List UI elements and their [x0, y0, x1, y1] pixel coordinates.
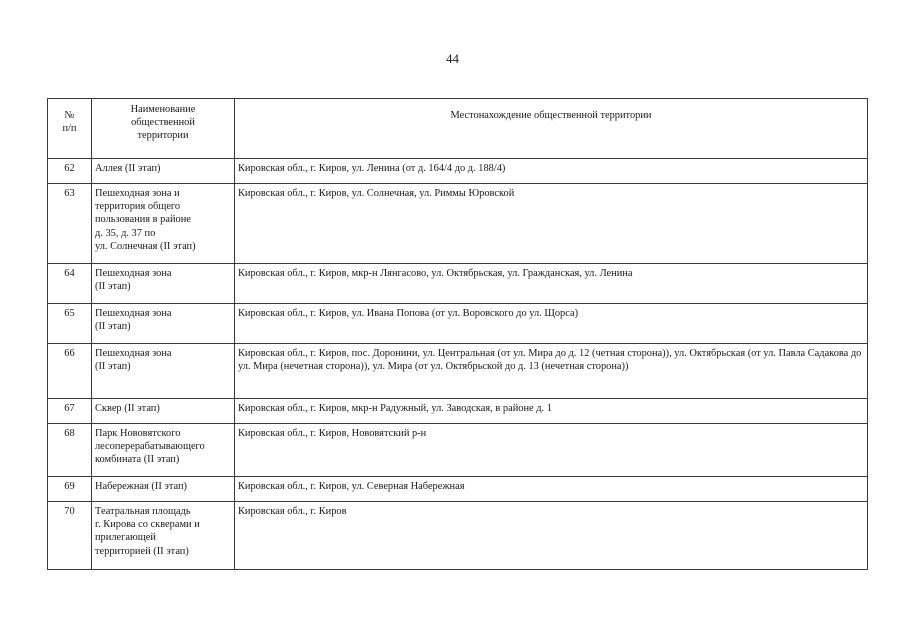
row-name: Аллея (II этап): [92, 159, 235, 184]
header-number: № п/п: [48, 99, 92, 159]
row-number: 64: [48, 264, 92, 304]
row-number: 67: [48, 399, 92, 424]
row-name: Пешеходная зона (II этап): [92, 344, 235, 399]
row-location: Кировская обл., г. Киров, ул. Северная Набережная: [235, 477, 868, 502]
row-name: Театральная площадь г. Кирова со скверами и прилегающей территорией (II этап): [92, 502, 235, 570]
row-number: 65: [48, 304, 92, 344]
row-location: Кировская обл., г. Киров, пос. Доронини, ул. Центральная (от ул. Мира до д. 12 (четная сторона)), ул. Октябрьская (от ул. Павла Садакова до ул. Мира (нечетная сторона)), ул. Мира (от ул. Октябрьской до д. 13 (нечетная сторона)): [235, 344, 868, 399]
header-name: Наименование общественной территории: [92, 99, 235, 159]
row-number: 69: [48, 477, 92, 502]
table-row: [48, 159, 868, 184]
row-number: 63: [48, 184, 92, 264]
header-location: Местонахождение общественной территории: [235, 99, 868, 159]
table-row: [48, 344, 868, 399]
row-location: Кировская обл., г. Киров, ул. Ивана Попова (от ул. Воровского до ул. Щорса): [235, 304, 868, 344]
row-location: Кировская обл., г. Киров, ул. Солнечная, ул. Риммы Юровской: [235, 184, 868, 264]
row-number: 68: [48, 424, 92, 477]
row-name: Парк Нововятского лесоперерабатывающего комбината (II этап): [92, 424, 235, 477]
row-name: Пешеходная зона (II этап): [92, 264, 235, 304]
row-name: Пешеходная зона (II этап): [92, 304, 235, 344]
table-row: [48, 424, 868, 477]
row-location: Кировская обл., г. Киров, Нововятский р-н: [235, 424, 868, 477]
table-row: [48, 477, 868, 502]
table-row: [48, 399, 868, 424]
row-location: Кировская обл., г. Киров, мкр-н Радужный, ул. Заводская, в районе д. 1: [235, 399, 868, 424]
row-location: Кировская обл., г. Киров, ул. Ленина (от д. 164/4 до д. 188/4): [235, 159, 868, 184]
public-territories-table: [47, 98, 868, 570]
row-number: 66: [48, 344, 92, 399]
row-name: Пешеходная зона и территория общего пользования в районе д. 35, д. 37 по ул. Солнечная (II этап): [92, 184, 235, 264]
row-name: Сквер (II этап): [92, 399, 235, 424]
row-location: Кировская обл., г. Киров, мкр-н Лянгасово, ул. Октябрьская, ул. Гражданская, ул. Ленина: [235, 264, 868, 304]
table-header-row: [48, 99, 868, 159]
table-row: [48, 264, 868, 304]
row-location: Кировская обл., г. Киров: [235, 502, 868, 570]
row-number: 62: [48, 159, 92, 184]
table-row: [48, 304, 868, 344]
row-name: Набережная (II этап): [92, 477, 235, 502]
table-row: [48, 184, 868, 264]
row-number: 70: [48, 502, 92, 570]
page-number: 44: [446, 51, 459, 66]
table-row: [48, 502, 868, 570]
